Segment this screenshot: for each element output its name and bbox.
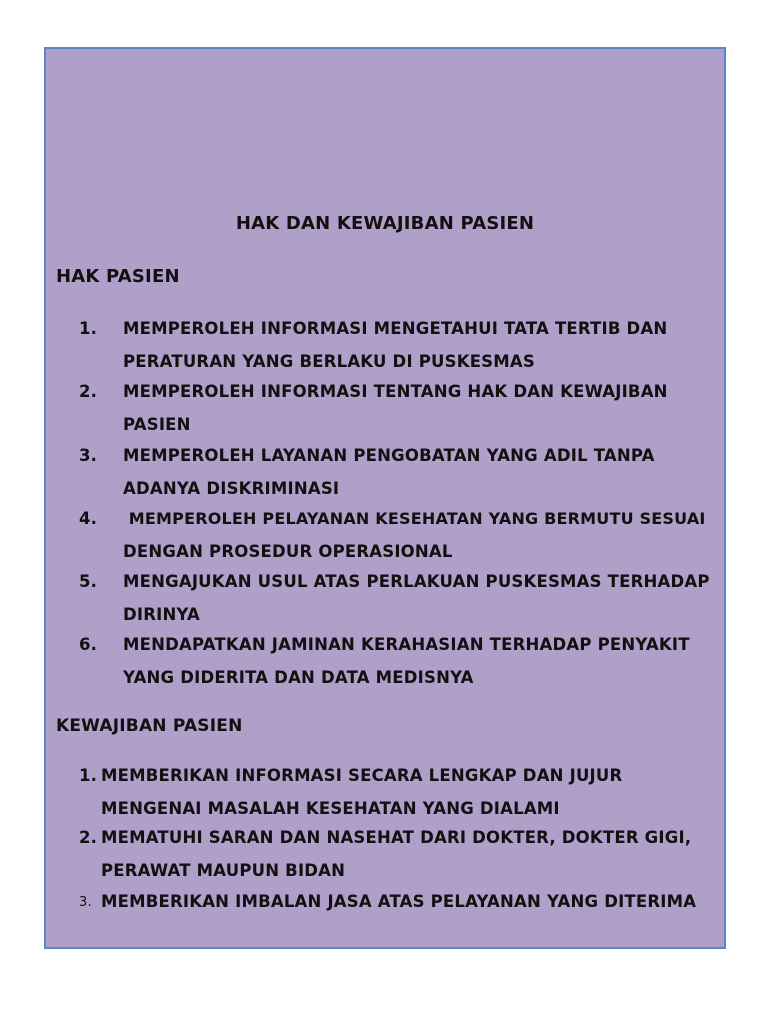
page-title: HAK DAN KEWAJIBAN PASIEN xyxy=(235,213,535,234)
hak-item-text-line: MENGAJUKAN USUL ATAS PERLAKUAN PUSKESMAS TERHADAP xyxy=(123,572,710,591)
hak-item-text-line: YANG DIDERITA DAN DATA MEDISNYA xyxy=(123,668,474,687)
hak-item-text-line: ADANYA DISKRIMINASI xyxy=(123,479,340,498)
kewajiban-item-number: 3. xyxy=(79,895,92,910)
hak-item-number: 4. xyxy=(79,509,98,528)
kewajiban-item-text-line: MEMBERIKAN IMBALAN JASA ATAS PELAYANAN YANG DITERIMA xyxy=(101,892,697,911)
hak-item-text-line: MENDAPATKAN JAMINAN KERAHASIAN TERHADAP PENYAKIT xyxy=(123,635,690,654)
hak-item-text-line: MEMPEROLEH INFORMASI TENTANG HAK DAN KEWAJIBAN xyxy=(123,382,668,401)
kewajiban-heading: KEWAJIBAN PASIEN xyxy=(56,716,243,736)
poster-panel xyxy=(44,47,726,949)
hak-item-number: 3. xyxy=(79,446,98,465)
kewajiban-item-text-line: MENGENAI MASALAH KESEHATAN YANG DIALAMI xyxy=(101,799,560,818)
hak-item-number: 1. xyxy=(79,319,98,338)
hak-item-text-line: MEMPEROLEH INFORMASI MENGETAHUI TATA TERTIB DAN xyxy=(123,319,668,338)
hak-item-number: 6. xyxy=(79,635,98,654)
hak-item-text-line: DIRINYA xyxy=(123,605,201,624)
hak-heading: HAK PASIEN xyxy=(56,266,180,287)
hak-item-number: 2. xyxy=(79,382,98,401)
hak-item-text-line: MEMPEROLEH PELAYANAN KESEHATAN YANG BERMUTU SESUAI xyxy=(123,509,706,528)
hak-item-text-line: MEMPEROLEH LAYANAN PENGOBATAN YANG ADIL TANPA xyxy=(123,446,655,465)
kewajiban-item-text-line: PERAWAT MAUPUN BIDAN xyxy=(101,861,346,880)
kewajiban-item-number: 2. xyxy=(79,828,98,847)
kewajiban-item-text-line: MEMBERIKAN INFORMASI SECARA LENGKAP DAN JUJUR xyxy=(101,766,623,785)
hak-item-text-line: DENGAN PROSEDUR OPERASIONAL xyxy=(123,542,453,561)
hak-item-number: 5. xyxy=(79,572,98,591)
hak-item-text-line: PASIEN xyxy=(123,415,191,434)
kewajiban-item-text-line: MEMATUHI SARAN DAN NASEHAT DARI DOKTER, DOKTER GIGI, xyxy=(101,828,692,847)
kewajiban-item-number: 1. xyxy=(79,766,98,785)
hak-item-text-line: PERATURAN YANG BERLAKU DI PUSKESMAS xyxy=(123,352,535,371)
